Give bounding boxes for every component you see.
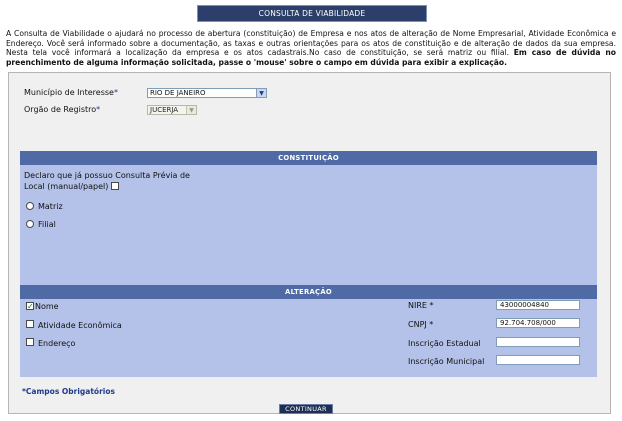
matriz-radio[interactable] — [26, 202, 34, 210]
orgao-label — [24, 105, 100, 114]
cnpj-label: CNPJ * — [408, 320, 434, 329]
intro-text — [6, 29, 616, 67]
orgao-select[interactable] — [147, 105, 197, 115]
cnpj-input[interactable]: 92.704.708/000 — [496, 318, 580, 328]
atividade-checkbox[interactable] — [26, 320, 34, 328]
constituicao-header: CONSTITUIÇÃO — [20, 151, 597, 165]
endereco-label: Endereço — [38, 339, 76, 348]
municipio-label — [24, 88, 118, 97]
filial-radio[interactable] — [26, 220, 34, 228]
declaro-text: Declaro que já possuo Consulta Prévia de — [24, 171, 190, 180]
required-mark: * — [113, 88, 118, 97]
chevron-down-icon[interactable]: ▼ — [256, 89, 266, 97]
page-title: CONSULTA DE VIABILIDADE — [197, 5, 427, 22]
municipio-select[interactable] — [147, 88, 267, 98]
intro-body: A Consulta de Viabilidade o ajudará no processo de abertura (constituição) de Empresa e nos atos de alteração de Nome Empresarial, Atividade Econômica e Endereço. Você será informado sobre a documentação, as taxas e outras orientações para os atos de constituição e de alteração de dados da sua empresa. Nesta tela você informará a localização da empresa e os atos cadastrais.No caso de constituição, se será matriz ou filial. — [6, 29, 616, 57]
nire-input[interactable]: 43000004840 — [496, 300, 580, 310]
endereco-checkbox[interactable] — [26, 338, 34, 346]
nire-label: NIRE * — [408, 301, 434, 310]
municipio-value: RIO DE JANEIRO — [150, 89, 206, 97]
required-mark: * — [96, 105, 101, 114]
inscricao-estadual-input[interactable] — [496, 337, 580, 347]
inscricao-municipal-input[interactable] — [496, 355, 580, 365]
nome-checkbox[interactable]: ✓ — [27, 302, 34, 311]
nome-label: Nome — [35, 302, 59, 311]
intro-help-note: Em caso de dúvida no preenchimento de alguma informação solicitada, passe o 'mouse' sobre o campo em dúvida para exibir a explicação. — [6, 48, 616, 67]
inscricao-estadual-label: Inscrição Estadual — [408, 339, 481, 348]
filial-label: Filial — [38, 220, 56, 229]
inscricao-municipal-label: Inscrição Municipal — [408, 357, 485, 366]
atividade-label: Atividade Econômica — [38, 321, 122, 330]
required-fields-note: *Campos Obrigatórios — [22, 387, 115, 396]
orgao-value: JUCERJA — [150, 106, 179, 114]
matriz-label: Matriz — [38, 202, 63, 211]
municipio-label-text: Município de Interesse — [24, 88, 114, 97]
continue-button[interactable]: CONTINUAR — [279, 404, 333, 414]
orgao-label-text: Orgão de Registro — [24, 105, 97, 114]
declaro-text-2: Local (manual/papel) — [24, 182, 109, 191]
alteracao-header: ALTERAÇÃO — [20, 285, 597, 299]
consulta-previa-checkbox[interactable] — [111, 182, 119, 190]
chevron-down-icon: ▼ — [186, 106, 196, 114]
